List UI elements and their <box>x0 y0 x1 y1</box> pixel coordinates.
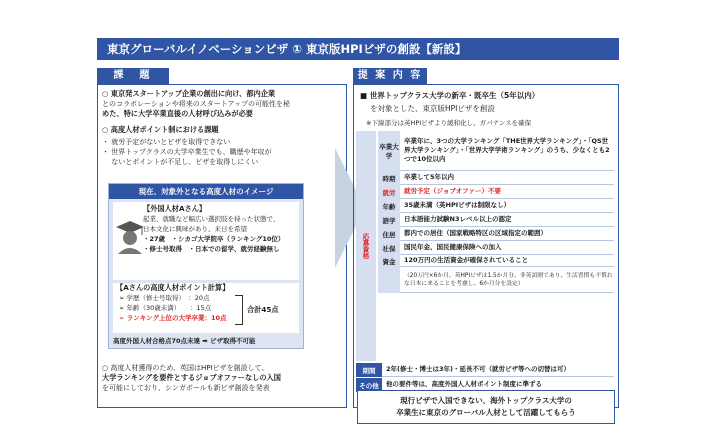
foreign-line-2: 日本文化に興味があり、来日を希望 <box>143 225 247 233</box>
requirement-value: 120万円の生活資金が確保されていること <box>400 255 614 267</box>
period-row <box>356 363 614 377</box>
requirement-key: 就労 <box>378 185 400 199</box>
requirement-row <box>378 267 614 293</box>
requirement-value: 就労予定（ジョブオファー）不要 <box>400 185 614 199</box>
requirement-key: 時期 <box>378 171 400 185</box>
p3-line2: 大学ランキングを要件とするジョブオファーなしの入国 <box>102 373 281 382</box>
requirement-key: 卒業大学 <box>378 131 400 171</box>
foreign-title: 【外国人材Aさん】 <box>143 204 207 213</box>
requirement-row <box>378 213 614 227</box>
image-box <box>108 183 304 349</box>
foreign-line-3: ・27歳 ・シカゴ大学院卒（ランキング10位） <box>143 235 285 243</box>
other-value: 他の要件等は、高度外国人人材ポイント制度に準ずる <box>382 378 614 392</box>
conclusion-line-2: 卒業生に東京のグローバル人材として活躍してもらう <box>396 408 576 417</box>
calc-line-3: ➢ ランキング上位の大学卒業：10点 <box>119 314 227 322</box>
calc-note: 高度外国人材合格点70点未達 ➡ ビザ取得不可能 <box>113 337 256 345</box>
proposal-note: ※下線部分は英HPIビザより緩和化し、ガバナンスを確保 <box>366 119 532 127</box>
p2-title: ○ 高度人材ポイント制における課題 <box>102 125 219 134</box>
proposal-lead-1: ■ 世界トップクラス大学の新卒・既卒生（5年以内） <box>360 91 540 100</box>
requirement-key <box>378 267 400 293</box>
requirement-key: 住居 <box>378 227 400 241</box>
calc-line-1: ➢ 学歴（修士号取得） ：20点 <box>119 294 210 302</box>
image-box-title: 現在、対象外となる高度人材のイメージ <box>109 184 303 199</box>
requirement-value: （20万円×6か月。英HPIビザは1.5か月分。非英語圏であり、生活習慣も不慣れな日本に来ることを考慮し、6か月分を設定） <box>400 267 614 293</box>
foreign-line-1: 起業、就職など幅広い選択肢を持った状態で、 <box>143 215 280 223</box>
period-value: 2年(修士・博士は3年)・延長不可（就労ビザ等への切替は可） <box>382 363 614 377</box>
requirement-key: 年齢 <box>378 199 400 213</box>
calc-total: 合計45点 <box>247 305 279 314</box>
requirement-value: 日本語能力試験N3レベル以上の認定 <box>400 213 614 227</box>
conclusion-line-1: 現行ビザで入国できない、海外トップクラス大学の <box>400 396 572 405</box>
eligibility-label: 応募資格 <box>356 131 376 361</box>
requirement-row <box>378 241 614 255</box>
proposal-header: 提 案 内 容 <box>353 68 427 84</box>
p3-line1: ○ 高度人材獲得のため、英国はHPIビザを創設して、 <box>102 364 269 372</box>
p2-item-1: ・ 就労予定がないとビザを取得できない <box>102 138 231 146</box>
requirement-value: 国民年金、国民健康保険への加入 <box>400 241 614 255</box>
issues-header: 課 題 <box>97 68 169 84</box>
requirement-row <box>378 131 614 171</box>
p2-item-3: ないとポイントが不足し、ビザを取得しにくい <box>102 158 259 166</box>
other-label: その他 <box>356 378 382 392</box>
p3-line3: を可能にしており、シンガポールも新ビザ創設を発表 <box>102 384 270 392</box>
p1-line2: とのコラボレーションや将来のスタートアップの可能性を秘 <box>102 100 291 108</box>
graduate-icon <box>115 218 145 254</box>
requirement-key: 社保 <box>378 241 400 255</box>
requirement-value: 卒業年に、3つの大学ランキング「THE世界大学ランキング」・「QS世界大学ランキング」・「世界大学学術ランキング」のうち、少なくとも2つで10位以内 <box>400 131 614 171</box>
requirement-row <box>378 171 614 185</box>
requirement-row <box>378 227 614 241</box>
requirements-table <box>356 131 616 361</box>
issues-box <box>97 84 347 408</box>
requirement-value: 35歳未満（英HPIビザは制限なし） <box>400 199 614 213</box>
proposal-column <box>353 68 619 417</box>
issue-paragraph-2 <box>102 125 342 167</box>
p2-item-2: ・ 世界トップクラスの大学卒業生でも、職歴や年収が <box>102 148 272 156</box>
foreign-line-4: ・修士号取得 ・日本での留学、就労経験無し <box>143 245 280 253</box>
requirement-row <box>378 255 614 267</box>
requirement-row <box>378 199 614 213</box>
requirement-value: 卒業して5年以内 <box>400 171 614 185</box>
requirement-key: 語学 <box>378 213 400 227</box>
proposal-lead-2: を対象とした、東京版HPIビザを創設 <box>370 104 495 113</box>
p1-line1: ○ 東京発スタートアップ企業の創出に向け、都内企業 <box>102 89 276 98</box>
points-calc-card <box>113 283 299 333</box>
issue-paragraph-1 <box>102 89 342 119</box>
p1-line3: めた、特に大学卒業直後の人材呼び込みが必要 <box>102 109 253 118</box>
issue-paragraph-3 <box>102 363 342 393</box>
calc-line-2: ➢ 年齢（30歳未満） ：15点 <box>119 304 212 312</box>
calc-bracket <box>235 295 243 325</box>
requirement-row <box>378 185 614 199</box>
conclusion-box <box>357 390 615 424</box>
requirement-value: 都内での居住（国家戦略特区の区域指定の範囲） <box>400 227 614 241</box>
period-label: 期間 <box>356 363 382 377</box>
foreign-person-card <box>113 202 299 280</box>
calc-title: 【Aさんの高度人材ポイント計算】 <box>116 283 230 292</box>
slide <box>97 38 619 417</box>
requirement-key: 資金 <box>378 255 400 267</box>
proposal-box <box>353 84 619 408</box>
page-title: 東京グローバルイノベーションビザ ① 東京版HPIビザの創設【新設】 <box>97 38 619 60</box>
issues-column <box>97 68 347 408</box>
